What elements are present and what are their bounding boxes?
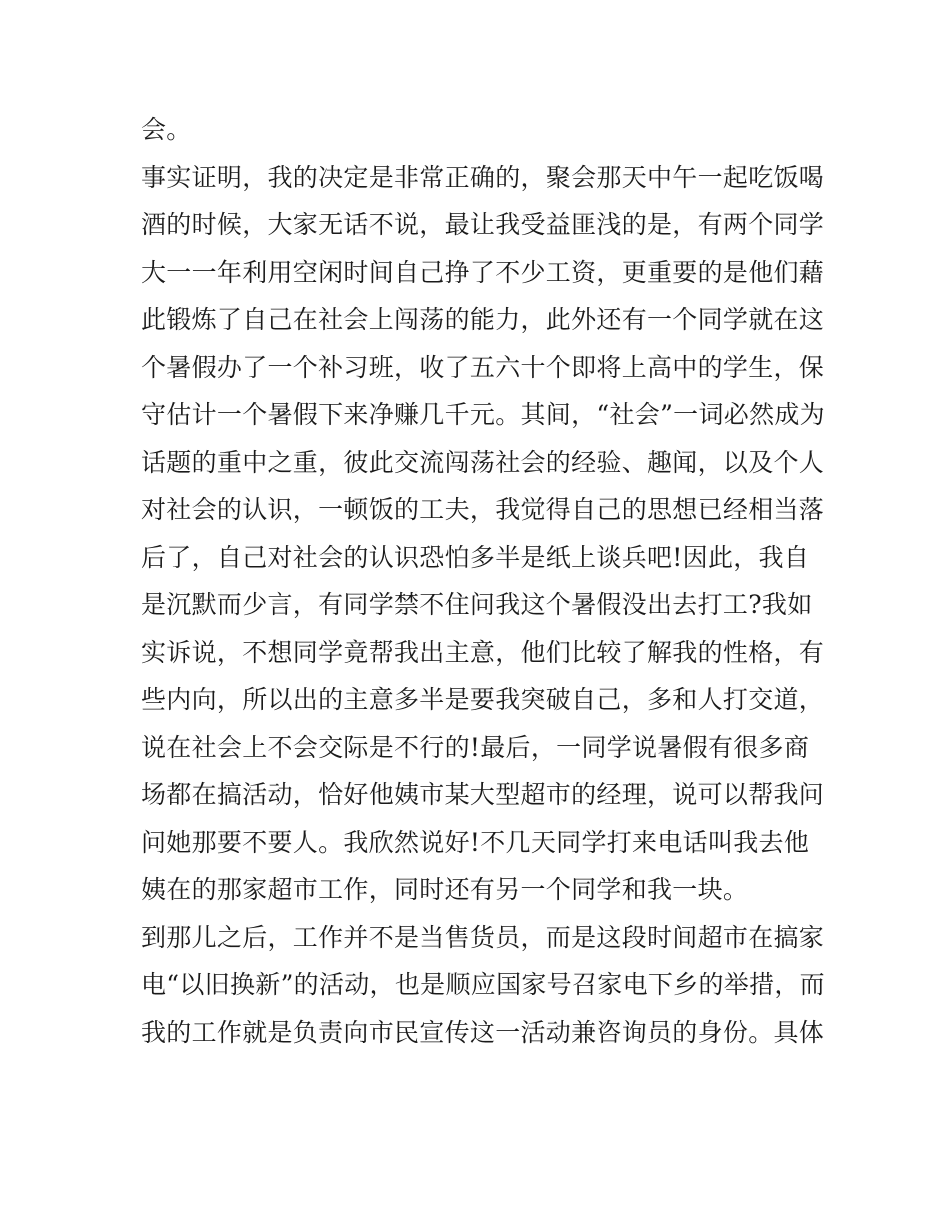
body-text <box>141 106 825 1056</box>
text-line: 守估计一个暑假下来净赚几千元。其间，“社会”一词必然成为 <box>141 400 825 429</box>
text-line: 此锻炼了自己在社会上闯荡的能力，此外还有一个同学就在这 <box>141 305 825 334</box>
text-line: 后了，自己对社会的认识恐怕多半是纸上谈兵吧!因此，我自 <box>141 542 810 572</box>
text-line: 说在社会上不会交际是不行的!最后，一同学说暑假有很多商 <box>141 732 810 762</box>
text-line: 大一一年利用空闲时间自己挣了不少工资，更重要的是他们藉 <box>141 257 825 287</box>
text-line: 到那儿之后，工作并不是当售货员，而是这段时间超市在搞家 <box>141 922 825 952</box>
text-line: 我的工作就是负责向市民宣传这一活动兼咨询员的身份。具体 <box>141 1017 825 1047</box>
text-line: 是沉默而少言，有同学禁不住问我这个暑假没出去打工?我如 <box>141 590 813 619</box>
text-line: 对社会的认识，一顿饭的工夫，我觉得自己的思想已经相当落 <box>141 495 825 524</box>
text-line: 电“以旧换新”的活动，也是顺应国家号召家电下乡的举措，而 <box>141 970 825 999</box>
text-line: 问她那要不要人。我欣然说好!不几天同学打来电话叫我去他 <box>141 827 810 857</box>
text-line: 酒的时候，大家无话不说，最让我受益匪浅的是，有两个同学 <box>141 210 825 239</box>
text-line: 场都在搞活动，恰好他姨市某大型超市的经理，说可以帮我问 <box>141 780 825 809</box>
text-line: 事实证明，我的决定是非常正确的，聚会那天中午一起吃饭喝 <box>141 162 825 192</box>
text-line: 姨在的那家超市工作，同时还有另一个同学和我一块。 <box>141 875 749 904</box>
text-line: 些内向，所以出的主意多半是要我突破自己，多和人打交道， <box>141 685 825 714</box>
text-line: 个暑假办了一个补习班，收了五六十个即将上高中的学生，保 <box>141 352 825 382</box>
text-line: 会。 <box>141 115 192 144</box>
text-line: 话题的重中之重，彼此交流闯荡社会的经验、趣闻，以及个人 <box>141 447 825 477</box>
text-line: 实诉说，不想同学竟帮我出主意，他们比较了解我的性格，有 <box>141 637 825 667</box>
